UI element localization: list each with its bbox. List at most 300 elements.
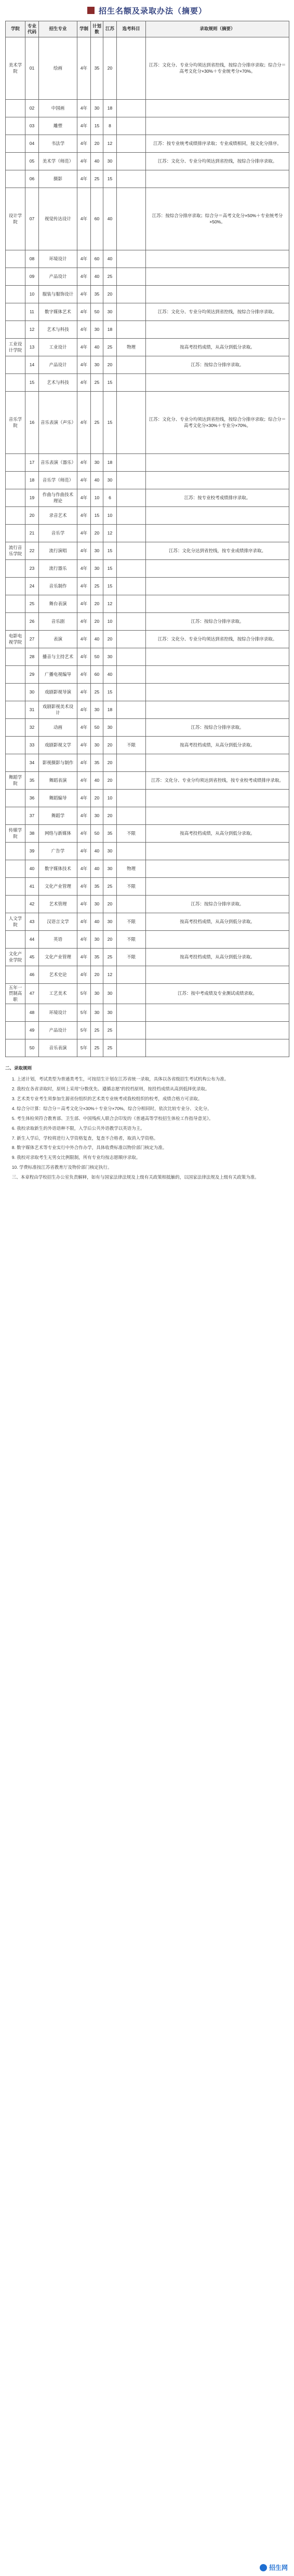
rule-cell: 江苏：文化分、专业分均须达到省控线，按综合分排序录取；综合分＝高考文化分×30%＋专业分×70%。 [146,392,289,454]
jiangsu-cell: 15 [103,392,117,454]
table-row [6,321,289,339]
code-cell: 45 [25,949,39,966]
note-paragraph: 8. 数字媒体艺术等专业实行中外合作办学，具体收费标准以物价部门核定为准。 [11,1145,167,1151]
subject-cell [117,117,146,135]
table-row [6,931,289,949]
major-cell: 视觉传达设计 [39,188,77,250]
jiangsu-cell: 20 [103,37,117,100]
code-cell: 31 [25,701,39,719]
table-row [6,489,289,507]
jiangsu-cell: 25 [103,339,117,356]
total-cell: 30 [91,100,103,117]
dept-cell [6,931,25,949]
code-cell: 38 [25,825,39,843]
rule-cell [146,966,289,984]
jiangsu-cell: 15 [103,578,117,595]
total-cell: 20 [91,790,103,807]
code-cell: 15 [25,374,39,392]
table-row [6,966,289,984]
jiangsu-cell: 20 [103,631,117,648]
code-cell: 06 [25,170,39,188]
code-cell: 04 [25,135,39,153]
jiangsu-cell: 10 [103,507,117,525]
notes-section [5,1064,289,1181]
rule-cell [146,807,289,825]
total-cell: 25 [91,578,103,595]
subject-cell [117,135,146,153]
dept-cell [6,303,25,321]
jiangsu-cell: 18 [103,701,117,719]
code-cell: 47 [25,984,39,1004]
code-cell: 16 [25,392,39,454]
code-cell: 46 [25,966,39,984]
dept-cell [6,860,25,878]
years-cell: 4年 [77,931,91,949]
table-row [6,790,289,807]
table-row [6,374,289,392]
subject-cell [117,286,146,303]
table-row [6,843,289,860]
table-row [6,772,289,790]
code-cell: 07 [25,188,39,250]
dept-cell [6,117,25,135]
subject-cell [117,374,146,392]
page-title: 招生名额及录取办法（摘要） [98,6,207,16]
dept-cell [6,170,25,188]
table-header-cell: 录取规则（摘要） [146,21,289,37]
subject-cell [117,525,146,542]
jiangsu-cell: 10 [103,790,117,807]
rule-cell [146,843,289,860]
code-cell: 11 [25,303,39,321]
total-cell: 25 [91,170,103,188]
total-cell: 30 [91,737,103,754]
code-cell: 49 [25,1022,39,1039]
rule-cell [146,684,289,701]
major-cell: 舞蹈编导 [39,790,77,807]
dept-cell: 舞蹈学院 [6,772,25,790]
rule-cell [146,454,289,472]
table-row [6,648,289,666]
code-cell: 09 [25,268,39,286]
total-cell: 40 [91,913,103,931]
major-cell: 舞蹈学 [39,807,77,825]
dept-cell: 音乐学院 [6,392,25,454]
subject-cell: 不限 [117,878,146,896]
total-cell: 30 [91,356,103,374]
rule-cell: 江苏：文化分、专业分均须达到省控线，按综合分排序录取；综合分＝高考文化分×30%＋专业统考分×70%。 [146,37,289,100]
dept-cell: 文化产业学院 [6,949,25,966]
major-cell: 艺术史论 [39,966,77,984]
years-cell: 4年 [77,454,91,472]
subject-cell [117,170,146,188]
subject-cell [117,188,146,250]
subject-cell [117,684,146,701]
code-cell: 08 [25,250,39,268]
note-paragraph: 1. 上述计划，考试类型为普通类考生，可按招生计划在江苏省统一录取，具体以各省级招生考试机构公布为准。 [11,1076,229,1082]
dept-cell [6,100,25,117]
years-cell: 5年 [77,1004,91,1022]
major-cell: 播音与主持艺术 [39,648,77,666]
years-cell: 4年 [77,117,91,135]
years-cell: 4年 [77,684,91,701]
logo-icon [260,2564,267,2571]
code-cell: 21 [25,525,39,542]
major-cell: 美术学（师范） [39,153,77,170]
years-cell: 5年 [77,1022,91,1039]
jiangsu-cell: 15 [103,170,117,188]
subject-cell: 不限 [117,931,146,949]
subject-cell [117,896,146,913]
total-cell: 20 [91,966,103,984]
rule-cell [146,931,289,949]
dept-cell [6,1004,25,1022]
table-row [6,825,289,843]
years-cell: 4年 [77,701,91,719]
code-cell: 12 [25,321,39,339]
subject-cell [117,268,146,286]
total-cell: 30 [91,560,103,578]
note-paragraph: 2. 我校在各省录取时，原则上采用“分数优先、遵循志愿”的投档原则，按投档成绩从高到低择优录取。 [11,1086,210,1092]
jiangsu-cell: 30 [103,843,117,860]
major-cell: 作曲与作曲技术理论 [39,489,77,507]
dept-cell: 设计学院 [6,188,25,250]
dept-cell [6,472,25,489]
code-cell: 22 [25,542,39,560]
years-cell: 4年 [77,489,91,507]
total-cell: 40 [91,843,103,860]
jiangsu-cell: 20 [103,896,117,913]
total-cell: 30 [91,1004,103,1022]
major-cell: 环境设计 [39,1004,77,1022]
jiangsu-cell: 40 [103,666,117,684]
total-cell: 35 [91,754,103,772]
jiangsu-cell: 20 [103,286,117,303]
table-row [6,37,289,100]
subject-cell [117,1022,146,1039]
code-cell: 43 [25,913,39,931]
years-cell: 4年 [77,878,91,896]
table-row [6,719,289,737]
years-cell: 5年 [77,1039,91,1057]
table-row [6,339,289,356]
dept-cell [6,489,25,507]
rule-cell [146,666,289,684]
subject-cell [117,507,146,525]
subject-cell [117,754,146,772]
years-cell: 4年 [77,595,91,613]
dept-cell [6,648,25,666]
years-cell: 4年 [77,613,91,631]
total-cell: 40 [91,268,103,286]
total-cell: 50 [91,825,103,843]
admission-table [5,21,289,1057]
code-cell: 33 [25,737,39,754]
table-header-cell: 选考科目 [117,21,146,37]
dept-cell [6,153,25,170]
total-cell: 50 [91,719,103,737]
subject-cell [117,807,146,825]
title-row [5,0,289,21]
jiangsu-cell: 20 [103,772,117,790]
total-cell: 30 [91,321,103,339]
jiangsu-cell: 15 [103,374,117,392]
jiangsu-cell: 8 [103,117,117,135]
dept-cell [6,701,25,719]
note-paragraph: 5. 考生体检须符合教育部、卫生部、中国残疾人联合会印发的《普通高等学校招生体检工作指导意见》。 [11,1115,213,1121]
table-row [6,153,289,170]
subject-cell [117,37,146,100]
major-cell: 表演 [39,631,77,648]
rule-cell: 江苏：按综合分排序录取。 [146,613,289,631]
years-cell: 4年 [77,374,91,392]
subject-cell [117,356,146,374]
table-row [6,754,289,772]
major-cell: 环境设计 [39,250,77,268]
major-cell: 音乐学 [39,525,77,542]
years-cell: 4年 [77,100,91,117]
major-cell: 产品设计 [39,268,77,286]
years-cell: 4年 [77,860,91,878]
subject-cell [117,250,146,268]
note-paragraph: 三、本章程由学校招生办公室负责解释，如有与国家法律法规及上级有关政策相抵触的，以国家法律法规及上级有关政策为准。 [11,1174,259,1180]
rule-cell [146,525,289,542]
table-header-cell: 计划数 [91,21,103,37]
years-cell: 5年 [77,984,91,1004]
subject-cell: 物理 [117,339,146,356]
jiangsu-cell: 25 [103,1022,117,1039]
rule-cell [146,507,289,525]
subject-cell [117,843,146,860]
major-cell: 服装与服饰设计 [39,286,77,303]
dept-cell: 流行音乐学院 [6,542,25,560]
jiangsu-cell: 18 [103,321,117,339]
jiangsu-cell: 15 [103,560,117,578]
rule-cell [146,578,289,595]
major-cell: 艺术与科技 [39,321,77,339]
subject-cell [117,1039,146,1057]
code-cell: 36 [25,790,39,807]
jiangsu-cell: 35 [103,825,117,843]
major-cell: 流行器乐 [39,560,77,578]
years-cell: 4年 [77,356,91,374]
subject-cell [117,489,146,507]
title-badge-icon [87,7,95,14]
jiangsu-cell: 30 [103,153,117,170]
code-cell: 20 [25,507,39,525]
code-cell: 17 [25,454,39,472]
dept-cell [6,843,25,860]
subject-cell [117,631,146,648]
jiangsu-cell: 20 [103,754,117,772]
note-paragraph: 9. 我校对录取考生无男女比例限制，所有专业均按志愿顺序录取。 [11,1155,141,1160]
total-cell: 60 [91,250,103,268]
table-row [6,560,289,578]
table-row [6,542,289,560]
total-cell: 25 [91,1022,103,1039]
rule-cell [146,100,289,117]
total-cell: 35 [91,878,103,896]
major-cell: 舞蹈表演 [39,772,77,790]
rule-cell [146,374,289,392]
subject-cell: 不限 [117,949,146,966]
table-header-cell: 学制 [77,21,91,37]
major-cell: 戏剧影视文学 [39,737,77,754]
years-cell: 4年 [77,631,91,648]
code-cell: 44 [25,931,39,949]
subject-cell [117,613,146,631]
jiangsu-cell: 12 [103,135,117,153]
dept-cell [6,878,25,896]
total-cell: 25 [91,374,103,392]
total-cell: 20 [91,595,103,613]
jiangsu-cell: 12 [103,595,117,613]
jiangsu-cell: 12 [103,966,117,984]
code-cell: 39 [25,843,39,860]
code-cell: 01 [25,37,39,100]
dept-cell [6,454,25,472]
total-cell: 40 [91,631,103,648]
major-cell: 汉语言文学 [39,913,77,931]
major-cell: 英语 [39,931,77,949]
code-cell: 28 [25,648,39,666]
dept-cell [6,613,25,631]
subject-cell [117,454,146,472]
major-cell: 戏剧影视导演 [39,684,77,701]
jiangsu-cell: 25 [103,268,117,286]
notes-heading: 二、录取规则 [5,1065,32,1071]
code-cell: 18 [25,472,39,489]
subject-cell [117,321,146,339]
major-cell: 音乐表演 [39,1039,77,1057]
years-cell: 4年 [77,170,91,188]
major-cell: 绘画 [39,37,77,100]
rule-cell: 江苏：按专业统考成绩排序录取；专业成绩相同，按文化分排序。 [146,135,289,153]
dept-cell [6,507,25,525]
years-cell: 4年 [77,188,91,250]
major-cell: 书法学 [39,135,77,153]
rule-cell [146,560,289,578]
subject-cell: 不限 [117,737,146,754]
code-cell: 19 [25,489,39,507]
major-cell: 戏剧影视美术设计 [39,701,77,719]
dept-cell: 五年一贯制高职 [6,984,25,1004]
total-cell: 40 [91,339,103,356]
table-row [6,170,289,188]
total-cell: 60 [91,666,103,684]
total-cell: 40 [91,772,103,790]
total-cell: 25 [91,684,103,701]
code-cell: 13 [25,339,39,356]
major-cell: 舞台表演 [39,595,77,613]
rule-cell [146,790,289,807]
watermark-text: 招生网 [269,2564,288,2571]
jiangsu-cell: 20 [103,931,117,949]
total-cell: 50 [91,648,103,666]
rule-cell: 江苏：文化分达到省控线，按专业成绩排序录取。 [146,542,289,560]
subject-cell [117,719,146,737]
years-cell: 4年 [77,754,91,772]
dept-cell [6,578,25,595]
code-cell: 29 [25,666,39,684]
dept-cell: 美术学院 [6,37,25,100]
table-row [6,913,289,931]
rule-cell: 按高考投档成绩，从高分到低分录取。 [146,949,289,966]
code-cell: 23 [25,560,39,578]
jiangsu-cell: 20 [103,807,117,825]
jiangsu-cell: 18 [103,100,117,117]
note-paragraph: 6. 我校录取新生的外语语种不限，入学后公共外语教学以英语为主。 [11,1125,145,1131]
code-cell: 26 [25,613,39,631]
rule-cell: 江苏：文化分、专业分均须达到省控线，按综合分排序录取。 [146,303,289,321]
major-cell: 音乐表演（器乐） [39,454,77,472]
table-row [6,507,289,525]
table-row [6,878,289,896]
rule-cell [146,878,289,896]
table-row [6,860,289,878]
years-cell: 4年 [77,666,91,684]
dept-cell [6,525,25,542]
table-row [6,472,289,489]
code-cell: 30 [25,684,39,701]
major-cell: 艺术管理 [39,896,77,913]
site-watermark [257,2562,291,2573]
total-cell: 30 [91,542,103,560]
years-cell: 4年 [77,578,91,595]
subject-cell [117,100,146,117]
code-cell: 40 [25,860,39,878]
years-cell: 4年 [77,303,91,321]
rule-cell [146,286,289,303]
total-cell: 25 [91,1039,103,1057]
table-row [6,188,289,250]
major-cell: 艺术与科技 [39,374,77,392]
major-cell: 音乐制作 [39,578,77,595]
dept-cell [6,250,25,268]
dept-cell: 传媒学院 [6,825,25,843]
total-cell: 30 [91,701,103,719]
subject-cell [117,666,146,684]
rule-cell: 江苏：按专业校考成绩排序录取。 [146,489,289,507]
rule-cell: 江苏：按综合分排序录取；综合分＝高考文化分×50%＋专业统考分×50%。 [146,188,289,250]
total-cell: 30 [91,807,103,825]
jiangsu-cell: 30 [103,913,117,931]
major-cell: 音乐剧 [39,613,77,631]
code-cell: 32 [25,719,39,737]
major-cell: 雕塑 [39,117,77,135]
dept-cell: 人文学院 [6,913,25,931]
major-cell: 文化产业管理 [39,949,77,966]
years-cell: 4年 [77,37,91,100]
code-cell: 24 [25,578,39,595]
years-cell: 4年 [77,135,91,153]
rule-cell: 按高考投档成绩，从高分到低分录取。 [146,825,289,843]
dept-cell [6,268,25,286]
total-cell: 30 [91,931,103,949]
note-paragraph: 4. 综合分计算：综合分＝高考文化分×30%＋专业分×70%，综合分相同时，依次比较专业分、文化分。 [11,1105,212,1111]
dept-cell [6,135,25,153]
notes-list [5,1075,289,1181]
table-row [6,525,289,542]
total-cell: 20 [91,135,103,153]
total-cell: 30 [91,454,103,472]
jiangsu-cell: 18 [103,454,117,472]
rule-cell [146,170,289,188]
table-row [6,613,289,631]
total-cell: 40 [91,153,103,170]
years-cell: 4年 [77,321,91,339]
rule-cell [146,754,289,772]
